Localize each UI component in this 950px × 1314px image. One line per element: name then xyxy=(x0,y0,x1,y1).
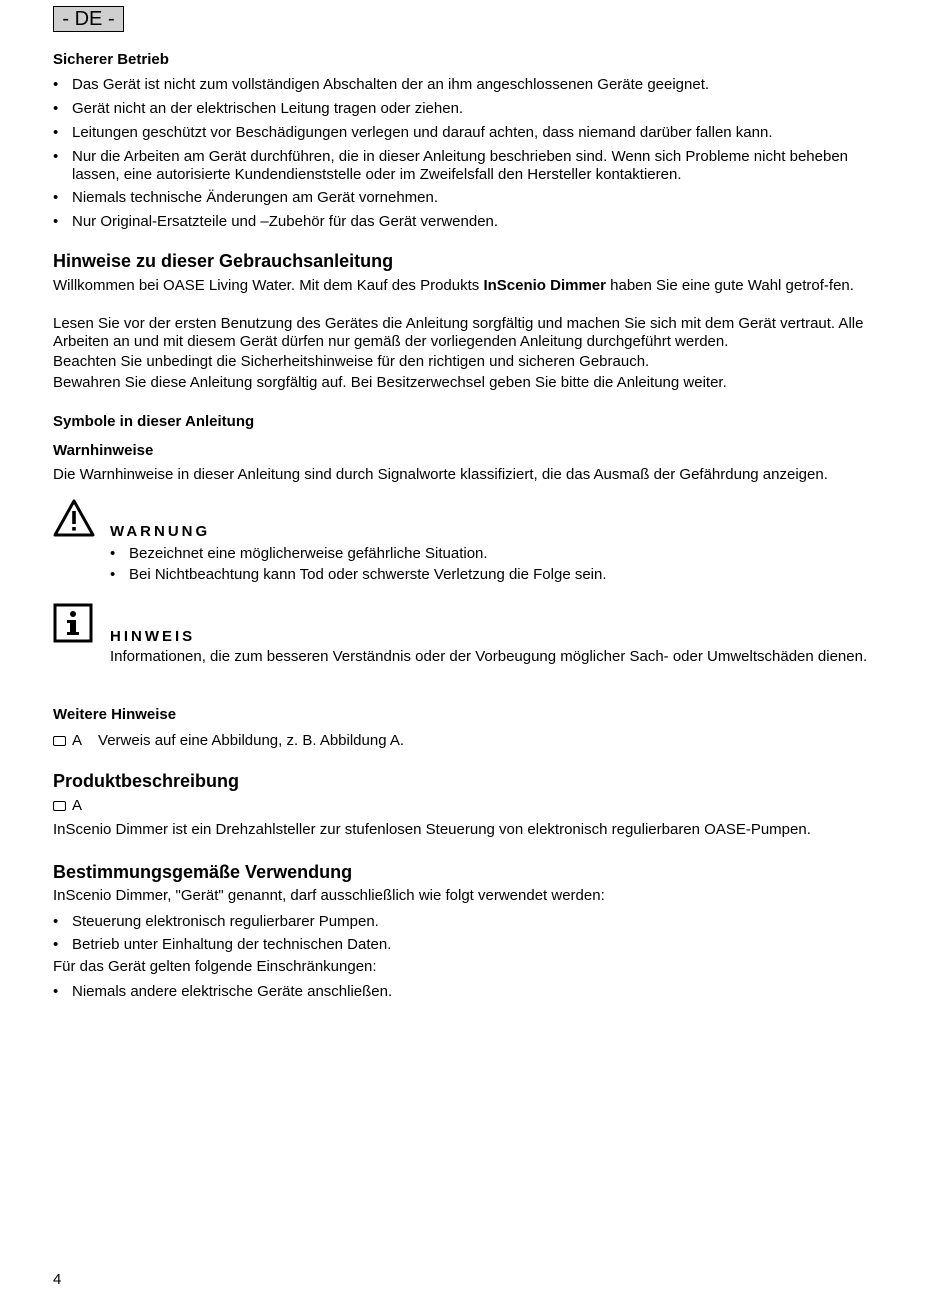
figure-reference xyxy=(53,732,884,750)
list-item: • Niemals andere elektrische Geräte anschließen. xyxy=(53,983,884,1001)
list-item: • Gerät nicht an der elektrischen Leitung tragen oder ziehen. xyxy=(53,100,884,118)
figure-reference-icon xyxy=(53,801,66,811)
note-text: Informationen, die zum besseren Verständnis oder der Vorbeugung möglicher Sach- oder Umweltschäden dienen. xyxy=(110,648,868,665)
manual-notes-paragraph: Bewahren Sie diese Anleitung sorgfältig auf. Bei Besitzerwechsel geben Sie bitte die Anleitung weiter. xyxy=(53,374,727,391)
list-item: • Bezeichnet eine möglicherweise gefährliche Situation. xyxy=(110,545,884,563)
manual-notes-intro xyxy=(53,277,884,295)
figure-letter: A xyxy=(72,797,83,814)
restrictions-intro: Für das Gerät gelten folgende Einschränkungen: xyxy=(53,958,377,975)
language-tab: - DE - xyxy=(53,6,124,32)
further-notes-heading: Weitere Hinweise xyxy=(53,706,177,723)
figure-reference-icon xyxy=(53,736,66,746)
product-description-heading: Produktbeschreibung xyxy=(53,771,240,791)
info-icon xyxy=(53,603,93,643)
manual-notes-paragraph: Beachten Sie unbedingt die Sicherheitshinweise für den richtigen und sicheren Gebrauch. xyxy=(53,353,650,370)
symbols-heading: Symbole in dieser Anleitung xyxy=(53,413,255,430)
list-item: • Niemals technische Änderungen am Gerät vornehmen. xyxy=(53,189,884,207)
list-item: • Nur die Arbeiten am Gerät durchführen, die in dieser Anleitung beschrieben sind. Wenn sich Probleme nicht beheben lassen, eine autorisierte Kundendienststelle oder im Zweifelsfall den Hersteller kontaktieren. xyxy=(53,148,884,184)
manual-notes-heading: Hinweise zu dieser Gebrauchsanleitung xyxy=(53,251,394,271)
list-item: • Das Gerät ist nicht zum vollständigen Abschalten der an ihm angeschlossenen Geräte geeignet. xyxy=(53,76,884,94)
warning-triangle-icon xyxy=(53,499,95,537)
list-item: • Nur Original-Ersatzteile und –Zubehör für das Gerät verwenden. xyxy=(53,213,884,231)
intro-text: Willkommen bei OASE Living Water. Mit dem Kauf des Produkts xyxy=(53,277,484,294)
restrictions-list xyxy=(53,983,884,1001)
product-figure-reference xyxy=(53,797,884,815)
page-number: 4 xyxy=(53,1271,62,1288)
list-item: • Betrieb unter Einhaltung der technischen Daten. xyxy=(53,936,884,954)
manual-notes-paragraph: Lesen Sie vor der ersten Benutzung des Gerätes die Anleitung sorgfältig und machen Sie sich mit dem Gerät vertraut. Alle Arbeiten an und mit diesem Gerät dürfen nur gemäß der vorliegenden Anleitung durchgeführt werden. xyxy=(53,315,864,350)
intended-use-intro: InScenio Dimmer, "Gerät" genannt, darf ausschließlich wie folgt verwendet werden: xyxy=(53,887,605,904)
figure-letter: A xyxy=(72,732,83,749)
warning-list xyxy=(110,545,884,584)
intended-use-heading: Bestimmungsgemäße Verwendung xyxy=(53,862,353,882)
note-label: HINWEIS xyxy=(110,628,196,645)
list-item: • Bei Nichtbeachtung kann Tod oder schwerste Verletzung die Folge sein. xyxy=(110,566,884,584)
safe-operation-heading: Sicherer Betrieb xyxy=(53,51,169,68)
product-name: InScenio Dimmer xyxy=(483,277,606,294)
warnings-text: Die Warnhinweise in dieser Anleitung sind durch Signalworte klassifiziert, die das Ausmaß der Gefährdung anzeigen. xyxy=(53,466,828,483)
safe-operation-list xyxy=(53,76,884,231)
product-description-text: InScenio Dimmer ist ein Drehzahlsteller zur stufenlosen Steuerung von elektronisch regulierbaren OASE-Pumpen. xyxy=(53,821,811,838)
figure-reference-text: Verweis auf eine Abbildung, z. B. Abbildung A. xyxy=(98,732,405,749)
warnings-heading: Warnhinweise xyxy=(53,442,154,459)
intended-use-list xyxy=(53,913,884,954)
warning-label: WARNUNG xyxy=(110,523,211,540)
list-item: • Leitungen geschützt vor Beschädigungen verlegen und darauf achten, dass niemand darüber fallen kann. xyxy=(53,124,884,142)
intro-text-end: haben Sie eine gute Wahl getrof-fen. xyxy=(605,277,854,294)
list-item: • Steuerung elektronisch regulierbarer Pumpen. xyxy=(53,913,884,931)
